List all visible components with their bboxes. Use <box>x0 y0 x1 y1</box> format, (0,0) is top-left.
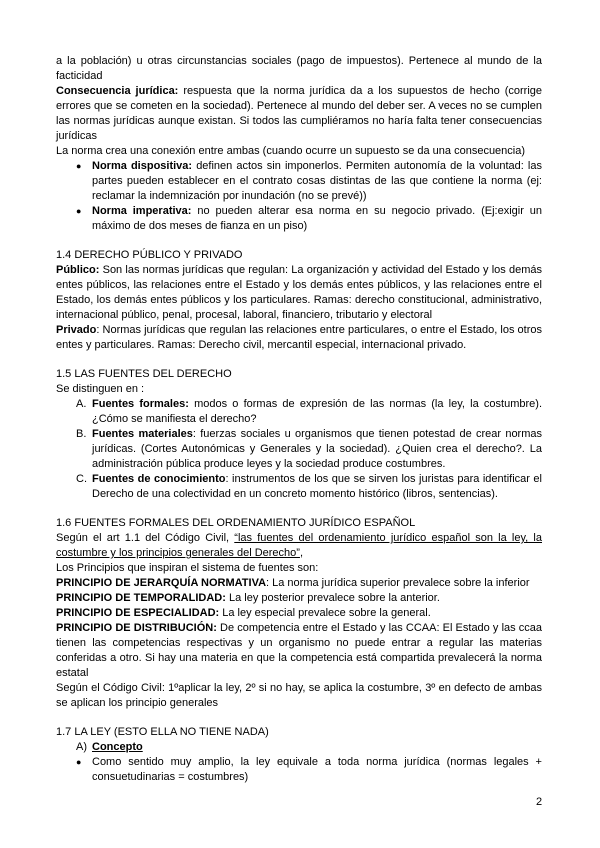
fuentes-list <box>56 397 542 502</box>
paragraph-publico: Público: Son las normas jurídicas que regulan: La organización y actividad del Estado y los demás entes públicos, las relaciones entre el Estado y los demás entes públicos, y las relaciones entre el Estado, los demás entes públicos y los particulares. Ramas: derecho constitucional, administrativo, internacional público, penal, procesal, laboral, financiero, tributario y electoral <box>56 264 542 321</box>
list-item-norma-dispositiva: ● Norma dispositiva: definen actos sin imponerlos. Permiten autonomía de la voluntad: las partes pueden establecer en el contrato cosas distintas de las que contiene la norma (ej: reclamar la indemnización por inundación (no se prevé)) <box>56 159 542 204</box>
paragraph-consecuencia-juridica: Consecuencia jurídica: respuesta que la norma jurídica da a los supuestos de hecho (corrige errores que se cometen en la sociedad). Pertenece al mundo del deber ser. A veces no se cumplen las normas jurídicas aunque existan. Si todos las cumpliéramos no haría falta tener consecuencias jurídicas <box>56 85 542 142</box>
list-item-fuentes-materiales: B. Fuentes materiales: fuerzas sociales u organismos que tienen potestad de crear normas jurídicas. (Cortes Autonómicas y Generales y la sociedad). ¿Quien crea el derecho?. La administración pública produce leyes y la sociedad produce costumbres. <box>76 428 542 470</box>
paragraph-principio-distribucion: PRINCIPIO DE DISTRIBUCIÓN: De competencia entre el Estado y las CCAA: El Estado y las ccaa tienen las competencias respectivas y un organismo no puede entrar a regular las materias conferidas a otro. Si hay una materia en que la competencia está compartida prevalecerá la norma estatal <box>56 622 543 679</box>
heading-1-7: 1.7 LA LEY (ESTO ELLA NO TIENE NADA) <box>56 726 269 738</box>
list-item-fuentes-formales: A. Fuentes formales: modos o formas de expresión de las normas (la ley, la costumbre). ¿Cómo se manifiesta el derecho? <box>76 398 542 425</box>
paragraph-principios-intro: Los Principios que inspiran el sistema de fuentes son: <box>56 562 319 574</box>
subheading-concepto: Concepto <box>92 741 143 753</box>
heading-1-4: 1.4 DERECHO PÚBLICO Y PRIVADO <box>56 249 243 261</box>
page-number: 2 <box>536 796 543 808</box>
paragraph-conexion: La norma crea una conexión entre ambas (cuando ocurre un supuesto se da una consecuencia) <box>56 145 526 157</box>
quote-codigo-civil: “las fuentes del ordenamiento jurídico español son la ley, la costumbre y los principios generales del Derecho” <box>56 532 542 559</box>
heading-1-5: 1.5 LAS FUENTES DEL DERECHO <box>56 368 232 380</box>
paragraph-distinguen: Se distinguen en : <box>56 383 145 395</box>
term-consecuencia: Consecuencia jurídica: <box>56 85 179 97</box>
ley-list <box>56 740 542 755</box>
paragraph-principio-jerarquia: PRINCIPIO DE JERARQUÍA NORMATIVA: La norma jurídica superior prevalece sobre la inferior <box>56 577 530 589</box>
paragraph-art-1-1: Según el art 1.1 del Código Civil, “las fuentes del ordenamiento jurídico español son la ley, la costumbre y los principios generales del Derecho”, <box>56 532 542 559</box>
paragraph-facticidad: a la población) u otras circunstancias sociales (pago de impuestos). Pertenece al mundo de la facticidad <box>56 55 542 82</box>
normas-list <box>56 159 542 234</box>
paragraph-principio-especialidad: PRINCIPIO DE ESPECIALIDAD: La ley especial prevalece sobre la general. <box>56 607 431 619</box>
concepto-list <box>56 755 542 785</box>
list-item-sentido-amplio: ● Como sentido muy amplio, la ley equivale a toda norma jurídica (normas legales + consuetudinarias = costumbres) <box>56 755 542 785</box>
paragraph-codigo-civil-orden: Según el Código Civil: 1ºaplicar la ley, 2º si no hay, se aplica la costumbre, 3º en defecto de ambas se aplican los principio generales <box>56 682 542 709</box>
list-item-fuentes-conocimiento: C. Fuentes de conocimiento: instrumentos de los que se sirven los juristas para identificar el Derecho de una colectividad en un concreto momento histórico (libros, sentencias). <box>76 473 542 500</box>
heading-1-6: 1.6 FUENTES FORMALES DEL ORDENAMIENTO JURÍDICO ESPAÑOL <box>56 517 416 529</box>
document-page <box>56 54 542 785</box>
list-item-concepto: A) Concepto <box>76 741 143 753</box>
paragraph-privado: Privado: Normas jurídicas que regulan las relaciones entre particulares, o entre el Estado, los otros entes y particulares. Ramas: Derecho civil, mercantil especial, internacional privado. <box>56 324 542 351</box>
list-item-norma-imperativa: ● Norma imperativa: no pueden alterar esa norma en su negocio privado. (Ej:exigir un máximo de dos meses de fianza en un piso) <box>56 204 542 234</box>
paragraph-principio-temporalidad: PRINCIPIO DE TEMPORALIDAD: La ley posterior prevalece sobre la anterior. <box>56 592 440 604</box>
